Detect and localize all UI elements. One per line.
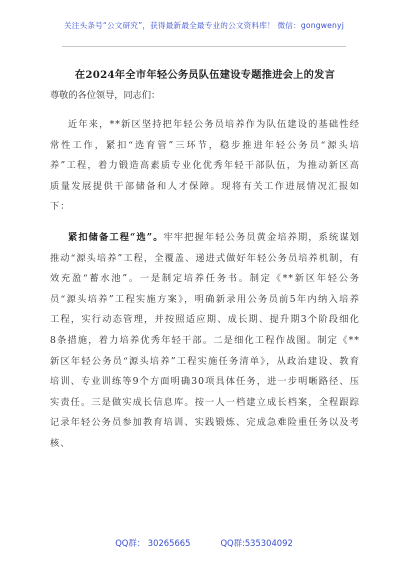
header-banner: 关注头条号“公文研究”，获得最新最全最专业的公文资料库！ 微信：gongwenyj [63,21,345,30]
footer-qq-group-1: QQ群： 30265665 [115,538,191,548]
footer-qq-group-2: QQ群:535304092 [220,538,293,548]
section-1-heading: 紧扣储备工程“选”。 [68,231,164,243]
header-divider [62,46,346,47]
intro-paragraph: 近年来，**新区坚持把年轻公务员培养作为队伍建设的基础性经常性工作，紧扣“选育管”三环节，稳步推进年轻公务员“源头培养”工程，着力锻造高素质专业化优秀年轻干部队伍，为推动新区高质量发展提供干部储备和人才保障。现将有关工作进展情况汇报如下： [50,119,360,213]
document-body [50,56,360,455]
document-title: 在2024年全市年轻公务员队伍建设专题推进会上的发言 [74,69,336,81]
section-1-paragraph [50,228,360,455]
footer [0,537,408,549]
section-1-text: 牢牢把握年轻公务员黄金培养期，系统谋划推动“源头培养”工程，全覆盖、递进式做好年轻公务员培养机制，有效充盈“蓄水池”。一是制定培养任务书。制定《**新区年轻公务员“源头培养”工程实施方案》，明确新录用公务员前5年内纳入培养工程，实行动态管理，并按照适应期、成长期、提升期3个阶段细化8条措施，着力培养优秀年轻干部。二是细化工程作战图。制定《**新区年轻公务员“源头培养”工程实施任务清单》，从政治建设、教育培训、专业训练等9个方面明确30项具体任务，进一步明晰路径、压实责任。三是做实成长信息库。按一人一档建立成长档案，全程跟踪记录年轻公务员参加教育培训、实践锻炼、完成急难险重任务以及考核、 [50,231,361,449]
salutation: 尊敬的各位领导，同志们： [50,90,161,101]
